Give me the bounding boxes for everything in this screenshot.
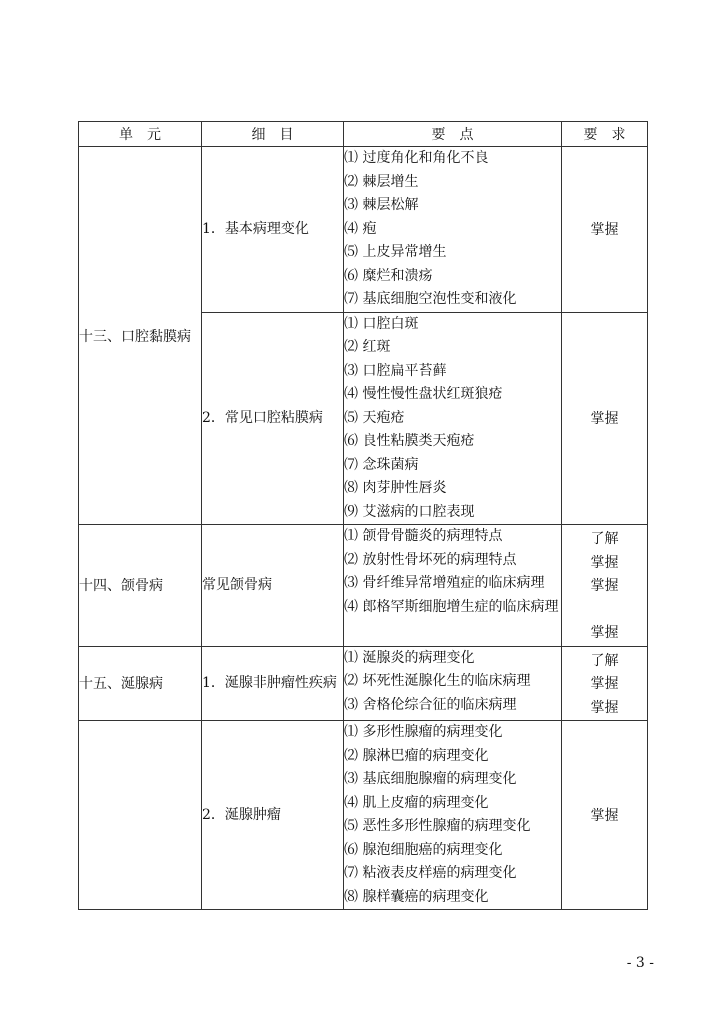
point-line: ⑼ 艾滋病的口腔表现 [344,503,475,520]
point-line: ⑷ 肌上皮瘤的病理变化 [344,794,489,811]
req-cell: 掌握 [562,312,648,525]
point-line: ⑵ 放射性骨坏死的病理特点 [344,551,517,568]
point-line: ⑴ 过度角化和角化不良 [344,150,489,166]
point-line: ⑴ 多形性腺瘤的病理变化 [344,724,503,740]
req-cell [562,525,648,647]
point-line: ⑺ 念珠菌病 [344,456,419,473]
req-line: 了解 [590,652,619,669]
point-line: ⑷ 疱 [344,220,377,237]
point-line: ⑵ 腺淋巴瘤的病理变化 [344,747,489,764]
point-line: ⑵ 坏死性涎腺化生的临床病理 [344,673,531,689]
point-line: ⑶ 棘层松解 [344,197,419,213]
req-line: 了解 [590,531,619,547]
points-cell [344,525,562,647]
points-cell [344,147,562,313]
header-points: 要 点 [344,122,562,147]
header-item: 细 目 [202,122,344,147]
req-line: 掌握 [590,676,619,692]
points-cell [344,646,562,721]
page-number: - 3 - [626,955,654,971]
point-line: ⑴ 颌骨骨髓炎的病理特点 [344,528,503,544]
syllabus-table [78,121,648,910]
item-cell: 2．常见口腔粘膜病 [202,312,344,525]
req-line: 掌握 [590,625,619,641]
req-line: 掌握 [590,554,619,571]
point-line: ⑹ 糜烂和溃疡 [344,267,433,284]
header-row [79,122,648,147]
item-cell: 2．涎腺肿瘤 [202,721,344,910]
unit-cell: 十五、涎腺病 [79,646,202,721]
point-line: ⑻ 腺样囊癌的病理变化 [344,888,489,905]
point-line: ⑹ 腺泡细胞癌的病理变化 [344,841,503,858]
table-row [79,721,648,910]
req-cell: 掌握 [562,721,648,910]
table-row [79,147,648,313]
item-cell: 1．基本病理变化 [202,147,344,313]
point-line: ⑵ 红斑 [344,339,391,355]
points-cell [344,721,562,910]
unit-cell: 十四、颌骨病 [79,525,202,647]
point-line: ⑵ 棘层增生 [344,173,419,190]
unit-cell: 十三、口腔黏膜病 [79,147,202,525]
item-cell: 常见颌骨病 [202,525,344,647]
point-line: ⑶ 舍格伦综合征的临床病理 [344,696,517,713]
req-cell [562,646,648,721]
point-line: ⑴ 涎腺炎的病理变化 [344,649,475,666]
point-line: ⑶ 骨纤维异常增殖症的临床病理 [344,575,545,591]
header-unit: 单 元 [79,122,202,147]
req-line: 掌握 [590,699,619,716]
header-req: 要 求 [562,122,648,147]
point-line: ⑷ 慢性慢性盘状红斑狼疮 [344,386,503,402]
point-line: ⑹ 良性粘膜类天疱疮 [344,433,475,449]
point-line: ⑺ 粘液表皮样癌的病理变化 [344,865,517,881]
point-line: ⑶ 口腔扁平苔藓 [344,362,447,379]
table-row [79,525,648,647]
point-line: ⑺ 基底细胞空泡性变和液化 [344,291,517,307]
req-line: 掌握 [590,578,619,594]
point-line: ⑷ 郎格罕斯细胞增生症的临床病理 [344,598,559,615]
item-cell: 1．涎腺非肿瘤性疾病 [202,646,344,721]
point-line: ⑶ 基底细胞腺瘤的病理变化 [344,771,517,787]
point-line: ⑸ 恶性多形性腺瘤的病理变化 [344,818,531,834]
point-line: ⑸ 天疱疮 [344,409,405,426]
points-cell [344,312,562,525]
unit-cell-empty [79,721,202,910]
point-line: ⑸ 上皮异常增生 [344,244,447,260]
point-line: ⑴ 口腔白斑 [344,315,419,332]
table-row [79,646,648,721]
point-line: ⑻ 肉芽肿性唇炎 [344,480,447,496]
req-cell: 掌握 [562,147,648,313]
